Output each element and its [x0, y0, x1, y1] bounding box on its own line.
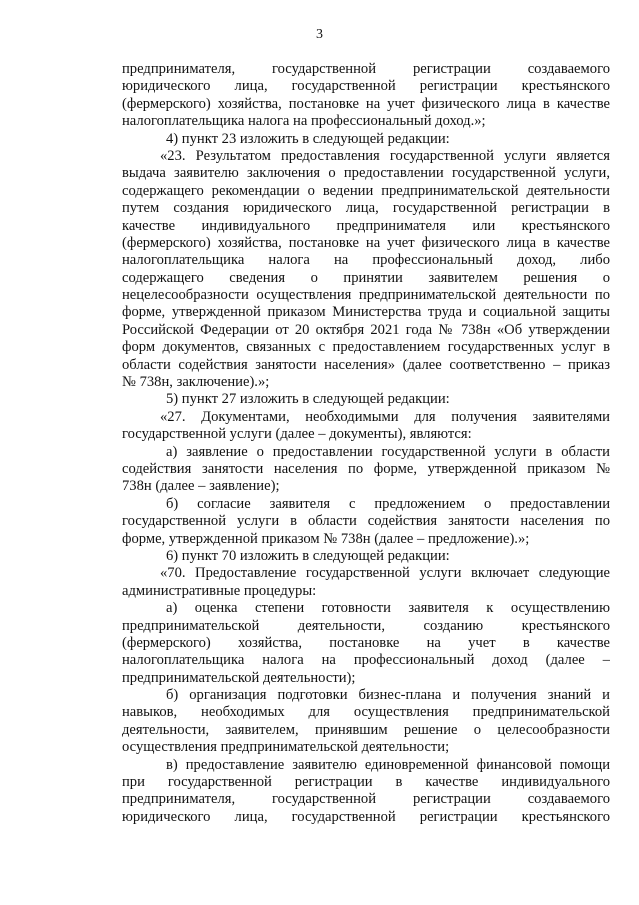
text-line: государственной услуги (далее – документы), являются: [122, 426, 472, 443]
text-line: форме, утвержденной приказом № 738н (далее – предложение).»; [122, 530, 530, 547]
text-line: государственной услуги в области содействия занятости населения по [122, 513, 610, 530]
text-line: предпринимательской деятельности); [122, 669, 356, 686]
text-line: осуществления предпринимательской деятельности; [122, 739, 450, 756]
text-line: при государственной регистрации в качестве индивидуального [122, 774, 610, 791]
text-line: налогоплательщика налога на профессиональный доход.»; [122, 113, 486, 130]
text-line: налогоплательщика налога на профессиональный доход, либо [122, 252, 610, 269]
text-line: предпринимательской деятельности, созданию крестьянского [122, 617, 610, 634]
text-line: качестве индивидуального предпринимателя или крестьянского [122, 217, 610, 234]
text-line: содержащего сведения о принятии заявителем решения о [122, 269, 610, 286]
text-line: № 738н, заключение).»; [122, 374, 270, 391]
text-line: юридического лица, государственной регистрации крестьянского [122, 808, 610, 825]
text-line: путем создания юридического лица, государственной регистрации в [122, 200, 610, 217]
text-line: налогоплательщика налога на профессиональный доход (далее – [122, 652, 610, 669]
text-line: 4) пункт 23 изложить в следующей редакции: [166, 130, 450, 147]
text-line: юридического лица, государственной регистрации крестьянского [122, 78, 610, 95]
text-line: форме, утвержденной приказом Министерства труда и социальной защиты [122, 304, 610, 321]
text-line: содержащего рекомендации о ведении предпринимательской деятельности [122, 182, 610, 199]
text-line: (фермерского) хозяйства, постановке на учет физического лица в качестве [122, 234, 610, 251]
text-line: предпринимателя, государственной регистрации создаваемого [122, 791, 610, 808]
text-line: б) согласие заявителя с предложением о предоставлении [166, 495, 610, 512]
text-line: деятельности, заявителем, принявшим решение о целесообразности [122, 721, 610, 738]
text-line: административные процедуры: [122, 582, 317, 599]
text-line: «27. Документами, необходимыми для получения заявителями [160, 408, 610, 425]
text-line: а) оценка степени готовности заявителя к осуществлению [166, 600, 610, 617]
text-line: б) организация подготовки бизнес-плана и получения знаний и [166, 687, 610, 704]
text-line: «23. Результатом предоставления государственной услуги является [160, 147, 610, 164]
text-line: (фермерского) хозяйства, постановке на учет в качестве [122, 634, 610, 651]
text-line: выдача заявителю заключения о предоставлении государственной услуги, [122, 165, 610, 182]
text-line: Российской Федерации от 20 октября 2021 года № 738н «Об утверждении [122, 321, 610, 338]
text-line: 738н (далее – заявление); [122, 478, 280, 495]
text-line: области содействия занятости населения» (далее соответственно – приказ [122, 356, 610, 373]
text-line: «70. Предоставление государственной услуги включает следующие [160, 565, 610, 582]
text-line: предпринимателя, государственной регистрации создаваемого [122, 61, 610, 77]
text-line: (фермерского) хозяйства, постановке на учет физического лица в качестве [122, 95, 610, 112]
text-line: форм документов, связанных с предоставлением государственных услуг в [122, 339, 610, 356]
document-body [122, 61, 610, 826]
text-line: 6) пункт 70 изложить в следующей редакции: [166, 547, 450, 564]
text-line: содействия занятости населения по форме, утвержденной приказом № [122, 460, 610, 477]
text-line: 5) пункт 27 изложить в следующей редакции: [166, 391, 450, 408]
page-number: 3 [316, 27, 323, 42]
text-line: навыков, необходимых для осуществления предпринимательской [122, 704, 610, 721]
text-line: в) предоставление заявителю единовременной финансовой помощи [166, 756, 610, 773]
text-line: а) заявление о предоставлении государственной услуги в области [166, 443, 610, 460]
text-line: нецелесообразности осуществления предпринимательской деятельности по [122, 287, 610, 304]
